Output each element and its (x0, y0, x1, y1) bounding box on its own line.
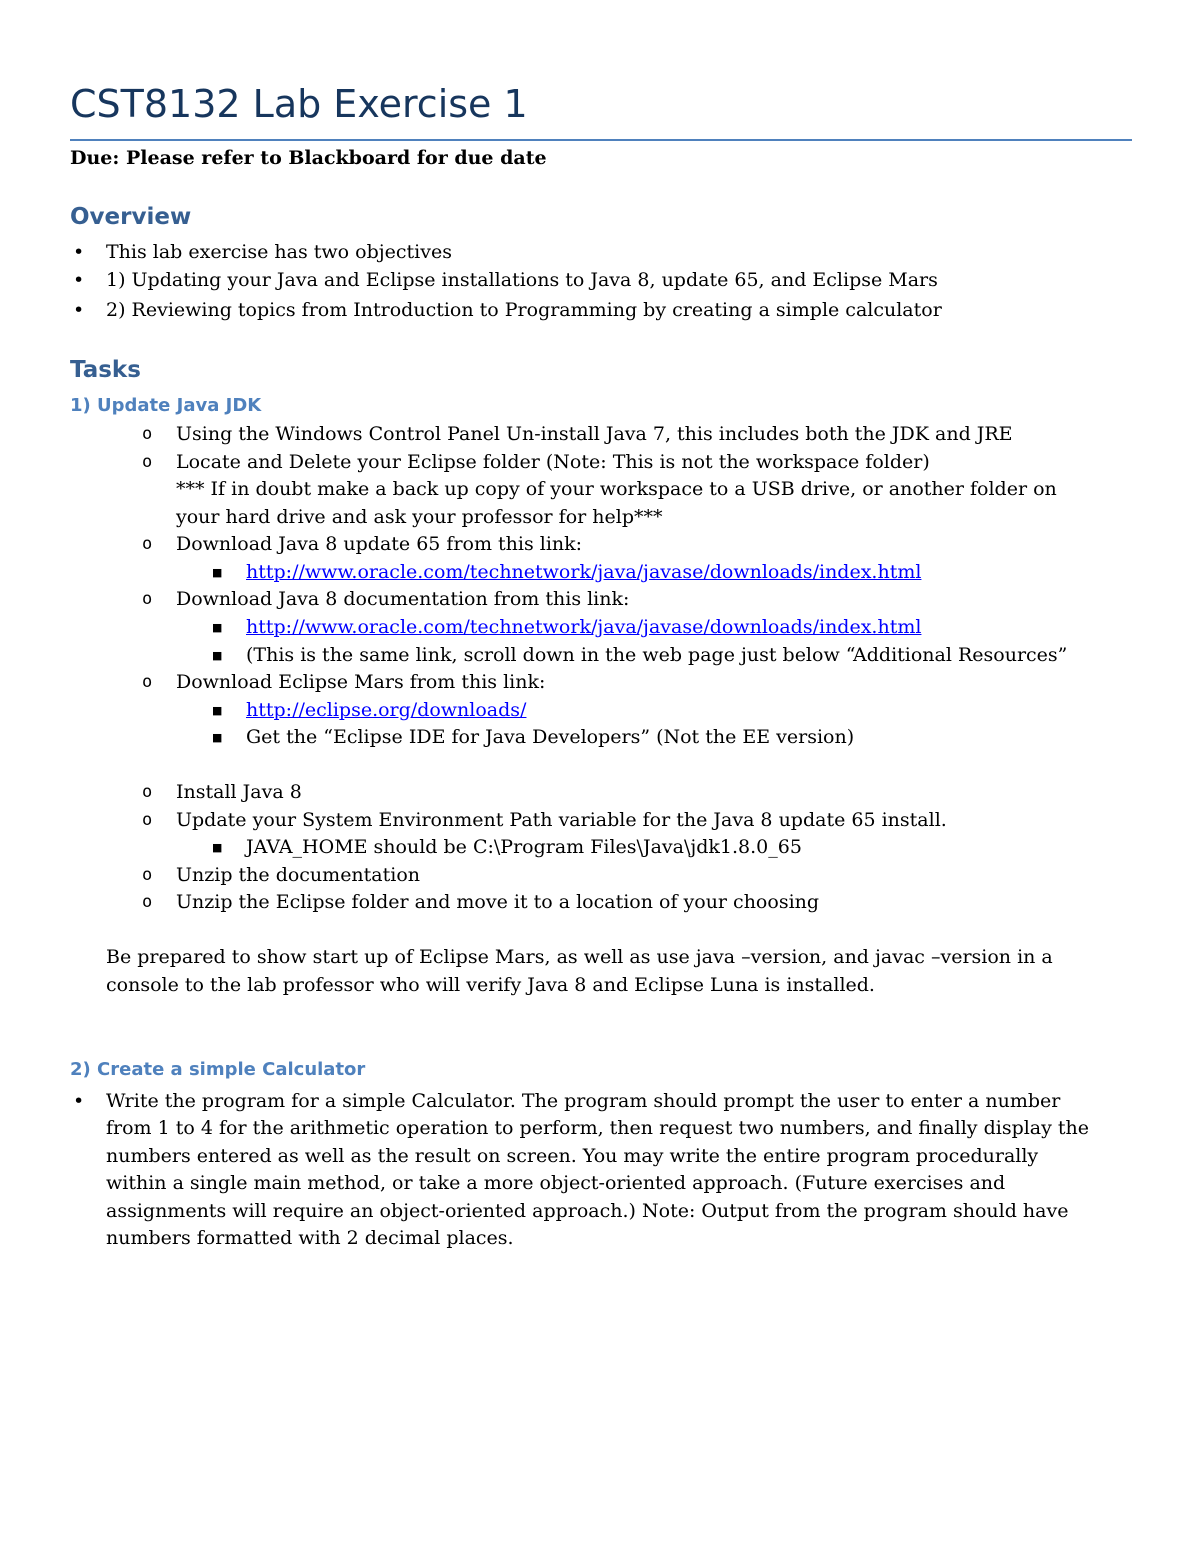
overview-bullet-1: This lab exercise has two objectives (106, 241, 452, 263)
task2-text-line-1: Write the program for a simple Calculator. The program should prompt the user to enter a number (106, 1090, 1061, 1112)
bullet-square: ■ (212, 649, 223, 662)
task1-item-download-eclipse: Download Eclipse Mars from this link: (176, 671, 546, 693)
task2-text-line-4: within a single main method, or take a more object-oriented approach. (Future exercises and (106, 1172, 1006, 1194)
task2-text-line-5: assignments will require an object-oriented approach.) Note: Output from the program should have (106, 1200, 1069, 1222)
java-download-link-row (246, 559, 921, 586)
bullet-square: ■ (212, 704, 223, 717)
task1-item-update-path: Update your System Environment Path variable for the Java 8 update 65 install. (176, 809, 947, 831)
bullet-circle: o (142, 892, 153, 912)
bullet-circle: o (142, 452, 153, 472)
task2-text-line-2: from 1 to 4 for the arithmetic operation to perform, then request two numbers, and finally display the (106, 1117, 1090, 1139)
bullet-square: ■ (212, 621, 223, 634)
bullet-square: ■ (212, 566, 223, 579)
overview-heading: Overview (70, 204, 192, 230)
bullet-circle: o (142, 810, 153, 830)
task2-text-line-6: numbers formatted with 2 decimal places. (106, 1227, 514, 1249)
page-title: CST8132 Lab Exercise 1 (70, 82, 528, 126)
task1-item-eclipse-ide-note: Get the “Eclipse IDE for Java Developers” (Not the EE version) (246, 726, 855, 748)
task1-item-backup-note-1: *** If in doubt make a back up copy of your workspace to a USB drive, or another folder on (176, 478, 1057, 500)
task1-item-delete-eclipse: Locate and Delete your Eclipse folder (Note: This is not the workspace folder) (176, 451, 930, 473)
overview-bullet-3: 2) Reviewing topics from Introduction to Programming by creating a simple calculator (106, 299, 942, 321)
task1-item-uninstall: Using the Windows Control Panel Un-install Java 7, this includes both the JDK and JRE (176, 423, 1013, 445)
task1-heading: 1) Update Java JDK (70, 395, 262, 416)
bullet-dot: • (73, 241, 85, 263)
overview-bullet-2: 1) Updating your Java and Eclipse installations to Java 8, update 65, and Eclipse Mars (106, 269, 938, 291)
bullet-dot: • (73, 1090, 85, 1112)
bullet-circle: o (142, 782, 153, 802)
java-download-link[interactable]: http://www.oracle.com/technetwork/java/javase/downloads/index.html (246, 561, 922, 583)
bullet-circle: o (142, 589, 153, 609)
bullet-square: ■ (212, 841, 223, 854)
task1-item-unzip-eclipse: Unzip the Eclipse folder and move it to a location of your choosing (176, 891, 820, 913)
bullet-square: ■ (212, 731, 223, 744)
task2-text-line-3: numbers entered as well as the result on screen. You may write the entire program procedurally (106, 1145, 1039, 1167)
task1-item-same-link-note: (This is the same link, scroll down in the web page just below “Additional Resources” (246, 644, 1068, 666)
task1-note-line-2: console to the lab professor who will verify Java 8 and Eclipse Luna is installed. (106, 974, 875, 996)
task1-item-download-docs: Download Java 8 documentation from this link: (176, 588, 630, 610)
task1-item-install-java: Install Java 8 (176, 781, 302, 803)
eclipse-download-link-row (246, 697, 526, 724)
bullet-dot: • (73, 269, 85, 291)
eclipse-download-link[interactable]: http://eclipse.org/downloads/ (246, 699, 527, 721)
bullet-circle: o (142, 865, 153, 885)
bullet-circle: o (142, 672, 153, 692)
task1-item-backup-note-2: your hard drive and ask your professor for help*** (176, 506, 663, 528)
due-date-line: Due: Please refer to Blackboard for due date (70, 147, 547, 169)
task1-item-java-home: JAVA_HOME should be C:\Program Files\Java\jdk1.8.0_65 (246, 836, 802, 858)
tasks-heading: Tasks (70, 357, 141, 383)
bullet-circle: o (142, 424, 153, 444)
bullet-dot: • (73, 299, 85, 321)
docs-download-link[interactable]: http://www.oracle.com/technetwork/java/javase/downloads/index.html (246, 616, 922, 638)
docs-download-link-row (246, 614, 921, 641)
bullet-circle: o (142, 534, 153, 554)
task1-item-download-java: Download Java 8 update 65 from this link: (176, 533, 583, 555)
task1-item-unzip-docs: Unzip the documentation (176, 864, 421, 886)
task1-note-line-1: Be prepared to show start up of Eclipse Mars, as well as use java –version, and javac –version in a (106, 946, 1053, 968)
title-underline (70, 139, 1132, 141)
task2-heading: 2) Create a simple Calculator (70, 1059, 366, 1080)
